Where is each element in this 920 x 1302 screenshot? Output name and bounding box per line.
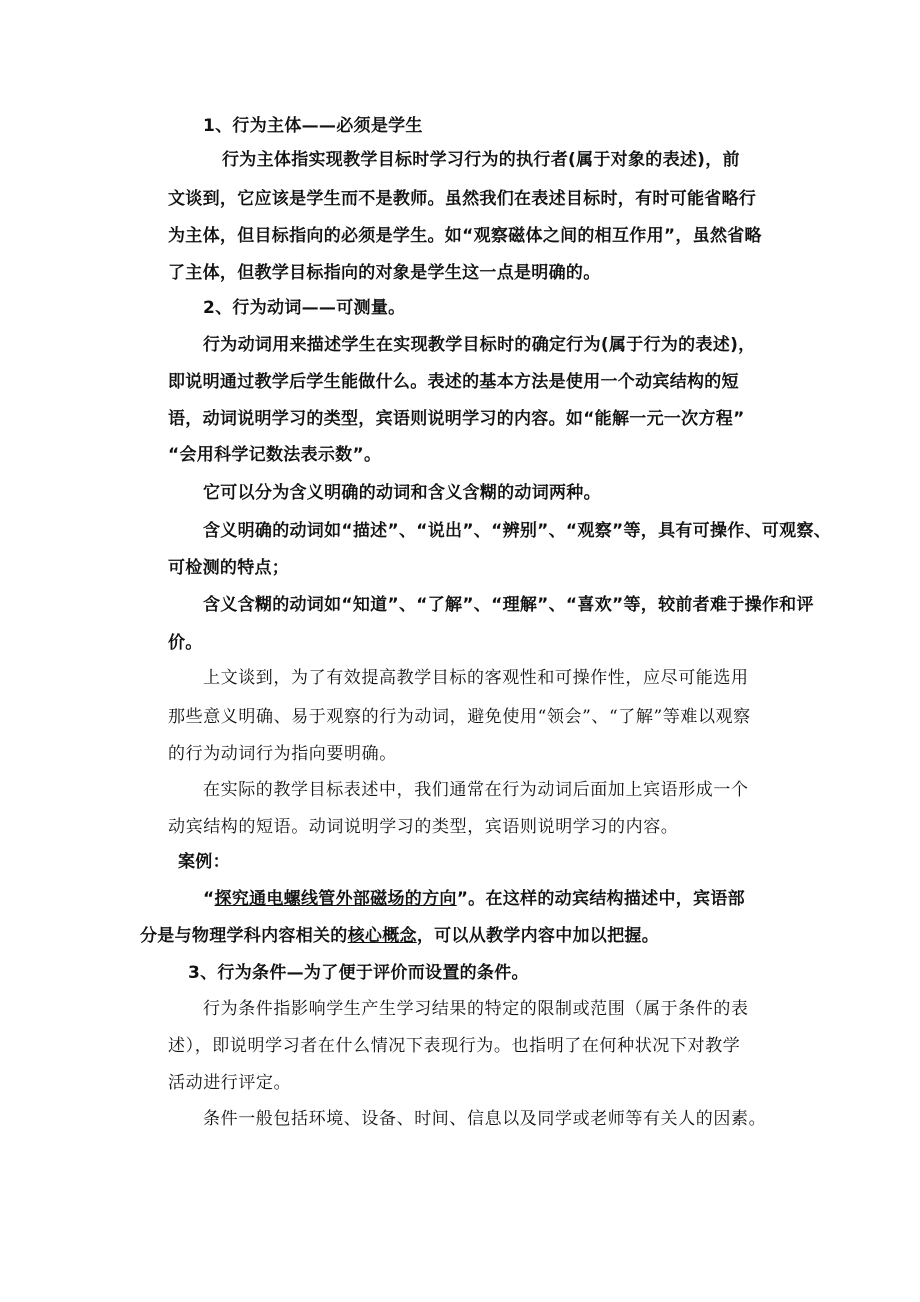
case-line-2-pre: 分是与物理学科内容相关的 [140,926,348,946]
paragraph-clear-verbs-line-1: 含义明确的动词如“描述”、“说出”、“辨别”、“观察”等，具有可操作、可观察、 [203,521,832,541]
paragraph-practice-line-2: 动宾结构的短语。动词说明学习的类型，宾语则说明学习的内容。 [168,817,679,837]
paragraph-subject-line-3: 为主体，但目标指向的必须是学生。如“观察磁体之间的相互作用”，虽然省略 [168,226,762,246]
paragraph-vague-verbs-line-1: 含义含糊的动词如“知道”、“了解”、“理解”、“喜欢”等，较前者难于操作和评 [203,595,814,615]
heading-behavior-condition: 3、行为条件—为了便于评价而设置的条件。 [188,963,529,983]
case-line-1-rest: ”。在这样的动宾结构描述中，宾语部 [456,889,745,909]
paragraph-verb-types: 它可以分为含义明确的动词和含义含糊的动词两种。 [203,483,601,503]
paragraph-practice-line-1: 在实际的教学目标表述中，我们通常在行为动词后面加上宾语形成一个 [203,780,749,800]
paragraph-recap-line-2: 那些意义明确、易于观察的行为动词，避免使用“领会”、“了解”等难以观察 [168,707,751,727]
paragraph-subject-line-4: 了主体，但教学目标指向的对象是学生这一点是明确的。 [168,263,601,283]
paragraph-condition-line-3: 活动进行评定。 [168,1073,292,1093]
case-label: 案例： [178,852,230,872]
paragraph-recap-line-1: 上文谈到，为了有效提高教学目标的客观性和可操作性，应尽可能选用 [203,668,749,688]
paragraph-verb-line-3: 语，动词说明学习的类型，宾语则说明学习的内容。如“能解一元一次方程” [168,409,745,429]
paragraph-condition-line-1: 行为条件指影响学生产生学习结果的特定的限制或范围（属于条件的表 [203,999,749,1019]
paragraph-subject-line-2: 文谈到，它应该是学生而不是教师。虽然我们在表述目标时，有时可能省略行 [168,189,757,209]
paragraph-clear-verbs-line-2: 可检测的特点； [168,558,290,578]
paragraph-vague-verbs-line-2: 价。 [168,633,203,653]
case-phrase-underlined: 探究通电螺线管外部磁场的方向 [214,889,457,909]
paragraph-verb-line-2: 即说明通过教学后学生能做什么。表述的基本方法是使用一个动宾结构的短 [168,372,739,392]
paragraph-subject-line-1: 行为主体指实现教学目标时学习行为的执行者(属于对象的表述)，前 [222,150,740,170]
paragraph-verb-line-1: 行为动词用来描述学生在实现教学目标时的确定行为(属于行为的表述)， [203,335,756,355]
case-line-1 [203,887,745,911]
paragraph-verb-line-4: “会用科学记数法表示数”。 [168,445,382,465]
case-line-2-rest: ，可以从教学内容中加以把握。 [416,926,660,946]
case-core-concept: 核心概念 [347,926,417,946]
case-line-2 [140,924,659,948]
paragraph-condition-factors: 条件一般包括环境、设备、时间、信息以及同学或老师等有关人的因素。 [203,1109,767,1129]
paragraph-recap-line-3: 的行为动词行为指向要明确。 [168,744,397,764]
case-open-quote: “ [203,889,215,909]
paragraph-condition-line-2: 述），即说明学习者在什么情况下表现行为。也指明了在何种状况下对教学 [168,1036,741,1056]
heading-behavior-verb: 2、行为动词——可测量。 [203,298,406,318]
heading-behavior-subject: 1、行为主体——必须是学生 [203,116,423,136]
